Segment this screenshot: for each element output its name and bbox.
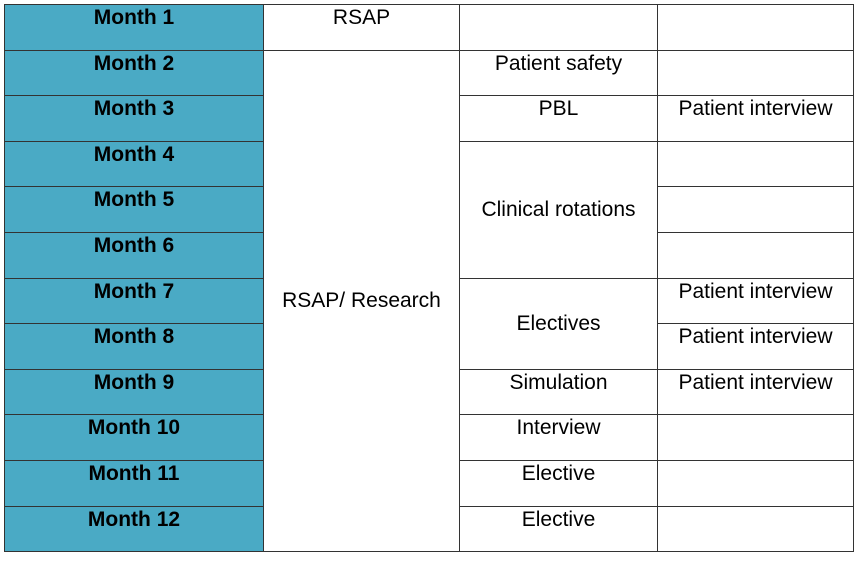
activity-cell-pbl: PBL [460, 96, 658, 142]
month-cell: Month 5 [5, 187, 264, 233]
schedule-table [4, 4, 854, 552]
month-cell: Month 11 [5, 460, 264, 506]
month-cell: Month 2 [5, 50, 264, 96]
month-cell: Month 1 [5, 5, 264, 51]
activity-cell-elective: Elective [460, 506, 658, 552]
empty-cell [658, 187, 854, 233]
empty-cell [658, 460, 854, 506]
empty-cell [658, 50, 854, 96]
month-cell: Month 7 [5, 278, 264, 324]
activity-cell-clinical-rotations: Clinical rotations [460, 141, 658, 278]
activity-cell-patient-interview: Patient interview [658, 369, 854, 415]
activity-cell-elective: Elective [460, 460, 658, 506]
month-cell: Month 10 [5, 415, 264, 461]
activity-cell-electives: Electives [460, 278, 658, 369]
activity-cell-simulation: Simulation [460, 369, 658, 415]
empty-cell [658, 415, 854, 461]
month-cell: Month 6 [5, 232, 264, 278]
empty-cell [658, 5, 854, 51]
activity-cell-patient-safety: Patient safety [460, 50, 658, 96]
month-cell: Month 12 [5, 506, 264, 552]
month-cell: Month 4 [5, 141, 264, 187]
empty-cell [658, 506, 854, 552]
activity-cell-patient-interview: Patient interview [658, 324, 854, 370]
activity-cell-patient-interview: Patient interview [658, 278, 854, 324]
empty-cell [460, 5, 658, 51]
month-cell: Month 8 [5, 324, 264, 370]
activity-cell-rsap-research: RSAP/ Research [264, 50, 460, 552]
month-cell: Month 9 [5, 369, 264, 415]
empty-cell [658, 141, 854, 187]
table-row [5, 5, 854, 51]
table-row [5, 50, 854, 96]
activity-cell-interview: Interview [460, 415, 658, 461]
month-cell: Month 3 [5, 96, 264, 142]
activity-cell-rsap: RSAP [264, 5, 460, 51]
empty-cell [658, 232, 854, 278]
activity-cell-patient-interview: Patient interview [658, 96, 854, 142]
